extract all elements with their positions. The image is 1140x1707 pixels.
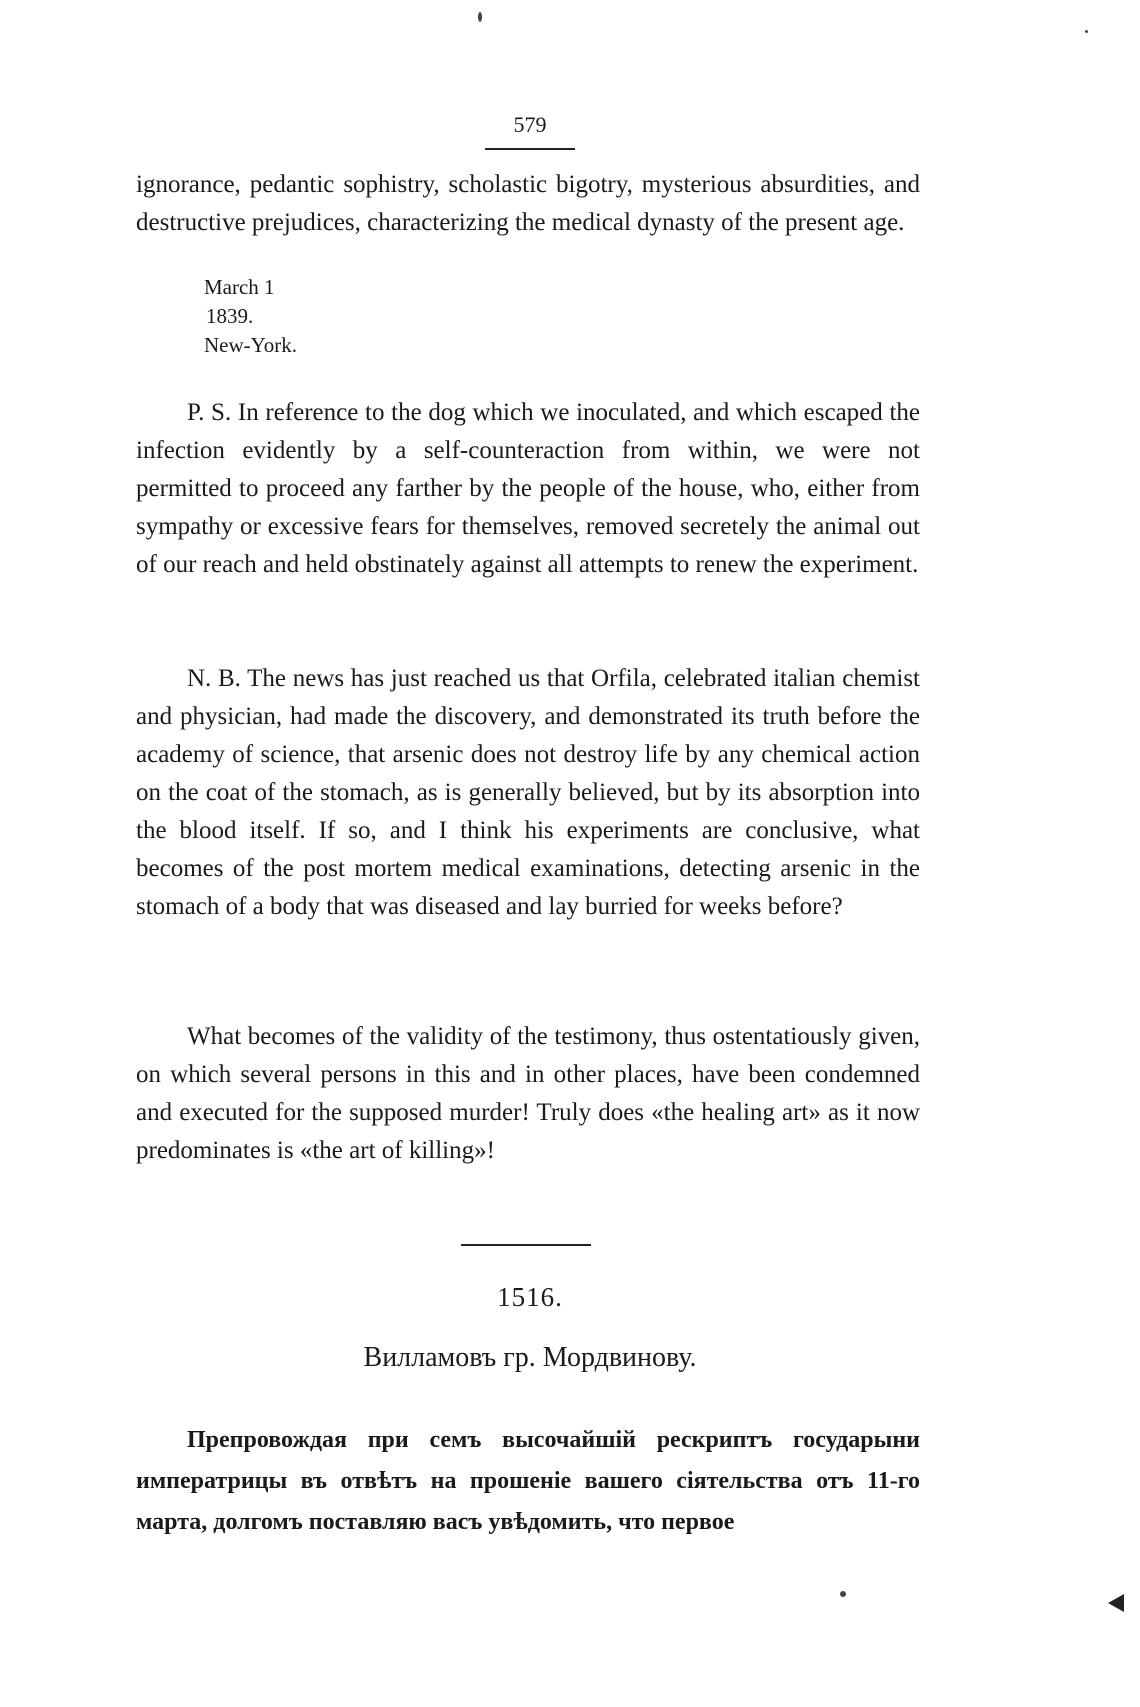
scan-speck — [478, 12, 482, 22]
page-number-underline — [485, 148, 575, 150]
dateline-year: 1839. — [206, 304, 254, 328]
dateline — [204, 273, 297, 360]
letter-number: 1516. — [497, 1282, 563, 1312]
dateline-month-day: March 1 — [204, 275, 275, 299]
scan-speck — [840, 1591, 846, 1597]
dateline-place: New-York. — [204, 333, 297, 357]
scan-speck — [1085, 30, 1088, 33]
margin-arrow-mark — [1108, 1594, 1124, 1612]
letter-heading: Вилламовъ гр. Мордвинову. — [363, 1342, 697, 1373]
continuation-paragraph: ignorance, pedantic sophistry, scholastic bigotry, mysterious absurdities, and destructive prejudices, characterizing the medical dynasty of the present age. — [136, 171, 920, 236]
letter-body-paragraph: Препровождая при семъ высочайшiй рескриптъ государыни императрицы въ отвѣтъ на прошенiе вашего сiятельства отъ 11-го марта, долгомъ поставляю васъ увѣдомить, что первое — [136, 1427, 920, 1535]
nota-bene-paragraph: N. B. The news has just reached us that Orfila, celebrated italian chemist and physician, had made the discovery, and demonstrated its truth before the academy of science, that arsenic does not destroy life by any chemical action on the coat of the stomach, as is generally believed, but by its absorption into the blood itself. If so, and I think his experiments are conclusive, what becomes of the post mortem medical examinations, detecting arsenic in the stomach of a body that was diseased and lay burried for weeks before? — [136, 665, 920, 920]
closing-paragraph: What becomes of the validity of the testimony, thus ostentatiously given, on which several persons in this and in other places, have been condemned and executed for the supposed murder! Truly does «the healing art» as it now predominates is «the art of killing»! — [136, 1023, 920, 1164]
page-number: 579 — [513, 112, 547, 137]
section-divider — [461, 1244, 591, 1246]
postscript-paragraph: P. S. In reference to the dog which we inoculated, and which escaped the infection evidently by a self-counteraction from within, we were not permitted to proceed any farther by the people of the house, who, either from sympathy or excessive fears for themselves, removed secretely the animal out of our reach and held obstinately against all attempts to renew the experiment. — [136, 399, 920, 578]
